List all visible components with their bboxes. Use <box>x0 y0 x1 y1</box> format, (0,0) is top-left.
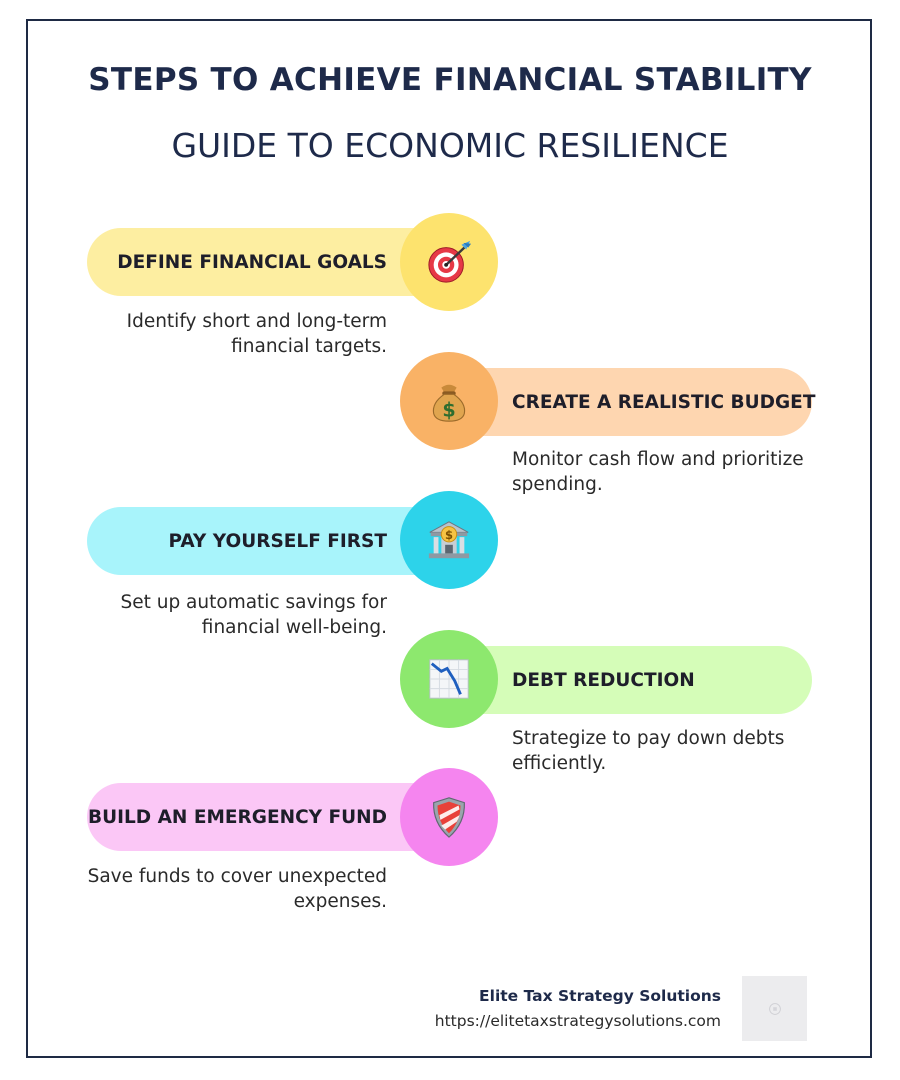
step-debt-reduction-badge <box>400 630 498 728</box>
company-url[interactable]: https://elitetaxstrategysolutions.com <box>434 1012 721 1030</box>
qr-code-icon <box>742 976 807 1041</box>
step-description: Monitor cash flow and prioritize spending. <box>512 449 804 495</box>
step-emergency-fund-badge <box>400 768 498 866</box>
step-description: Save funds to cover unexpected expenses. <box>87 866 387 912</box>
step-description: Strategize to pay down debts efficiently. <box>512 728 785 774</box>
step-define-financial-goals-badge <box>400 213 498 311</box>
shield-icon <box>426 794 472 840</box>
step-label: DEFINE FINANCIAL GOALS <box>117 251 387 273</box>
step-pay-yourself-first-badge <box>400 491 498 589</box>
svg-text:$: $ <box>444 528 454 543</box>
step-create-budget-badge <box>400 352 498 450</box>
target-icon <box>426 239 472 285</box>
company-name: Elite Tax Strategy Solutions <box>479 987 721 1005</box>
page-title: STEPS TO ACHIEVE FINANCIAL STABILITY <box>88 62 812 98</box>
chart-decreasing-icon <box>426 656 472 702</box>
step-description: Set up automatic savings for financial well-being. <box>120 592 387 638</box>
page-subtitle: GUIDE TO ECONOMIC RESILIENCE <box>171 126 729 165</box>
step-label: BUILD AN EMERGENCY FUND <box>88 806 387 828</box>
svg-text:$: $ <box>442 398 456 422</box>
step-description: Identify short and long-term financial targets. <box>126 311 387 357</box>
step-label: DEBT REDUCTION <box>512 669 695 691</box>
money-bag-icon <box>426 378 472 424</box>
step-label: CREATE A REALISTIC BUDGET <box>512 391 816 413</box>
bank-icon <box>426 517 472 563</box>
step-label: PAY YOURSELF FIRST <box>168 530 387 552</box>
